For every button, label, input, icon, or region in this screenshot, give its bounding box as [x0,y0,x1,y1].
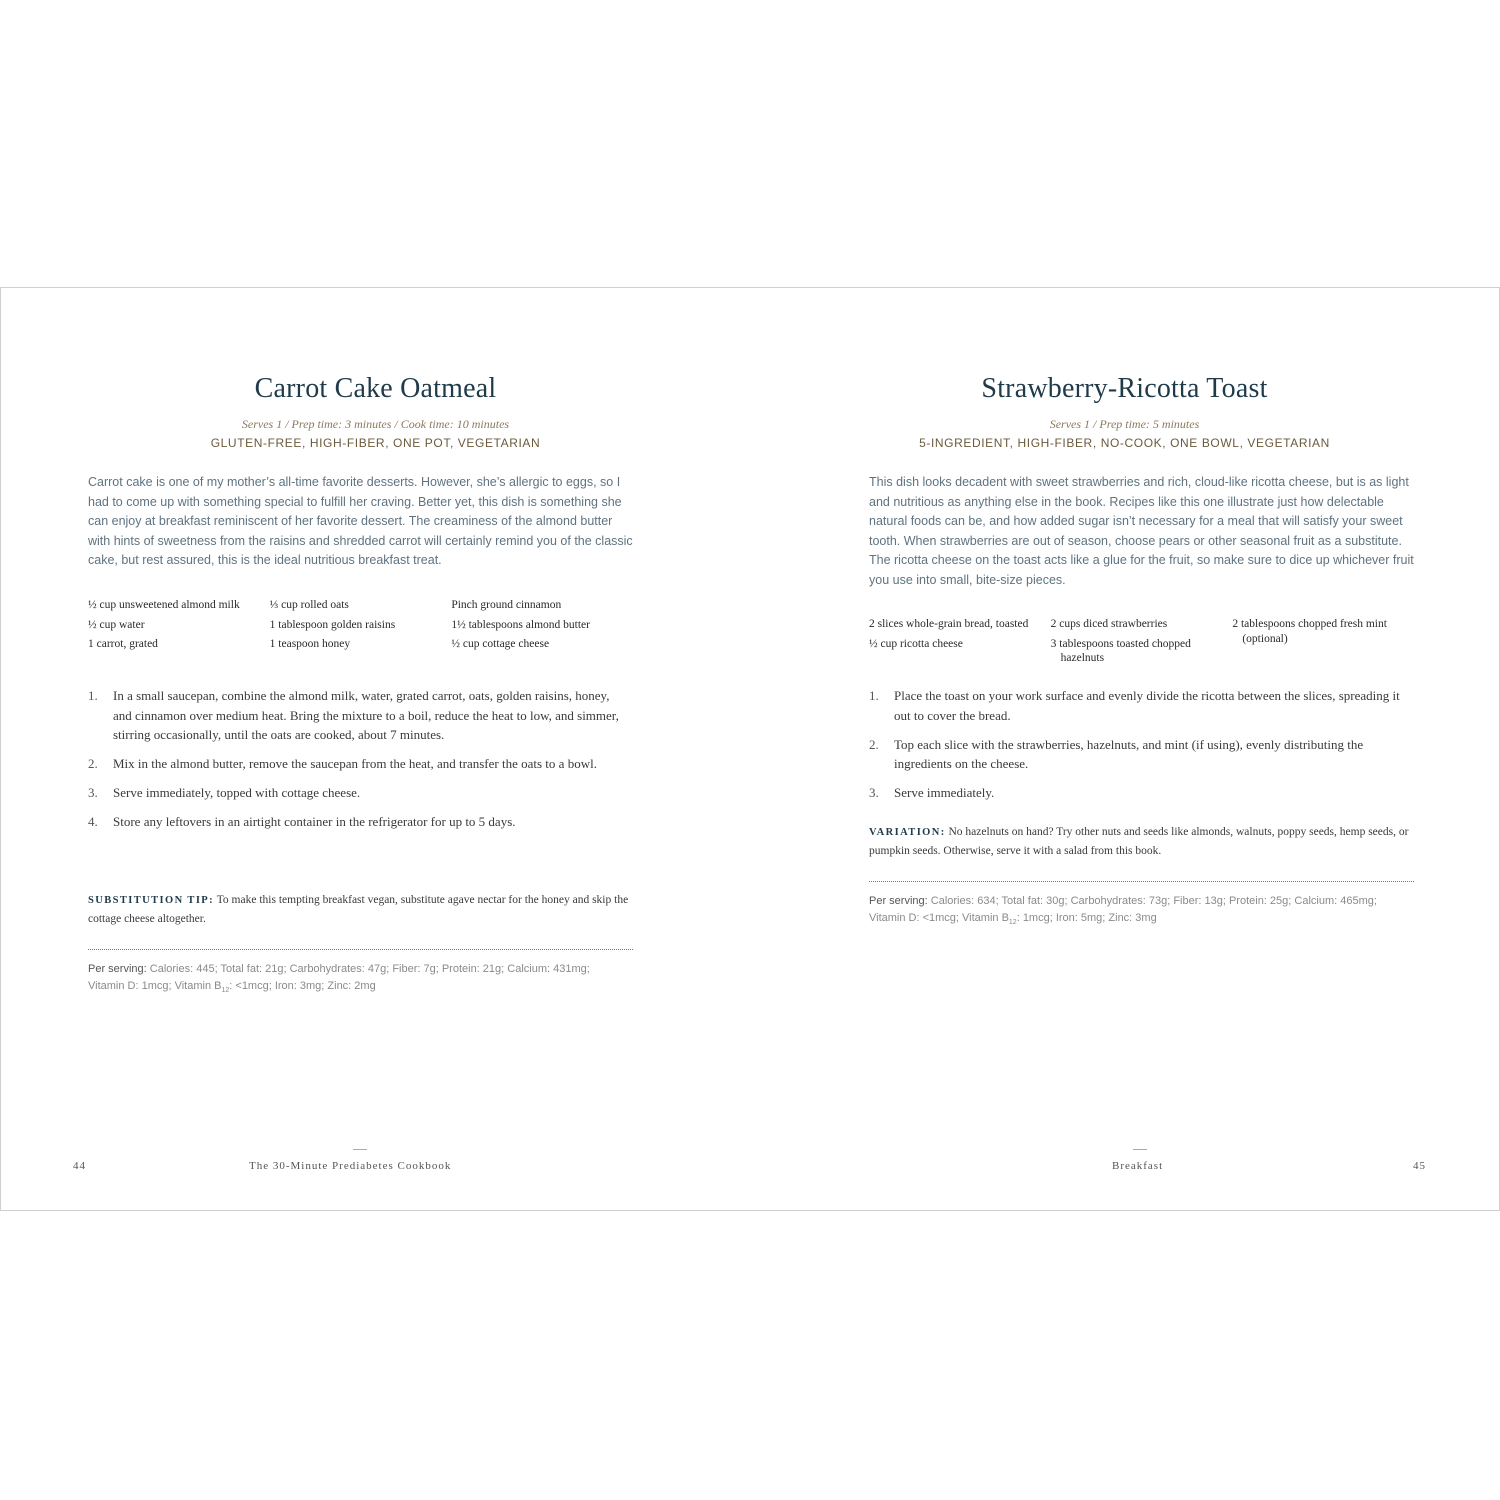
ingredient: Pinch ground cinnamon [451,599,562,611]
step-text: Serve immediately. [894,785,995,800]
step-text: Top each slice with the strawberries, hazelnuts, and mint (if using), evenly distributing the ingredients on the cheese. [894,736,1364,771]
ingredients-column [869,617,1051,671]
ingredient: 1½ tablespoons almond butter [451,618,590,631]
ingredient: 1 tablespoon golden raisins [269,618,396,631]
ingredient: 1 carrot, grated [88,638,158,650]
tip-label: VARIATION: [869,827,946,838]
nutrition-info [869,893,1414,931]
per-serving-label: Per serving: [88,963,147,975]
ingredient: 1 teaspoon honey [269,638,351,650]
step-item [88,754,633,774]
vitamin-subscript: 12 [221,987,230,995]
ingredients-list [869,617,1414,671]
running-head: Breakfast [1112,1160,1164,1172]
ingredient: 2 tablespoons chopped fresh mint (optional) [1232,618,1387,645]
ingredients-column [88,598,270,657]
ingredient: ½ cup unsweetened almond milk [88,599,240,611]
step-item [869,686,1414,725]
nutrition-line-1: Calories: 634; Total fat: 30g; Carbohydrates: 73g; Fiber: 13g; Protein: 25g; Calcium: 465mg; [930,895,1377,907]
step-item [88,783,633,803]
steps-list [869,686,1414,812]
recipe-tags: 5-INGREDIENT, HIGH-FIBER, NO-COOK, ONE BOWL, VEGETARIAN [919,436,1330,450]
nutrition-info [88,961,633,999]
ingredients-column [1051,617,1233,671]
nutrition-line-2: Vitamin D: <1mcg; Vitamin B [869,912,1009,924]
right-page [750,288,1499,1210]
recipe-tags: GLUTEN-FREE, HIGH-FIBER, ONE POT, VEGETARIAN [210,436,541,450]
step-number: 1. [869,688,879,703]
step-text: Serve immediately, topped with cottage cheese. [113,785,361,800]
steps-list [88,686,633,841]
step-number: 2. [869,736,879,752]
variation-tip [869,823,1414,860]
step-text: Mix in the almond butter, remove the saucepan from the heat, and transfer the oats to a bowl. [113,756,597,771]
recipe-meta: Serves 1 / Prep time: 3 minutes / Cook time: 10 minutes [241,417,510,431]
step-item [869,783,1414,803]
recipe-title: Carrot Cake Oatmeal [254,373,497,404]
per-serving-label: Per serving: [869,895,928,907]
step-number: 3. [869,785,879,800]
substitution-tip [88,891,633,928]
nutrition-line-1: Calories: 445; Total fat: 21g; Carbohydrates: 47g; Fiber: 7g; Protein: 21g; Calcium: 431mg; [149,963,590,975]
nutrition-line-2-end: : <1mcg; Iron: 3mg; Zinc: 2mg [229,980,376,992]
ingredients-column [451,598,633,657]
book-spread [0,287,1500,1211]
tip-label: SUBSTITUTION TIP: [88,895,215,906]
ingredient: 3 tablespoons toasted chopped hazelnuts [1050,637,1191,664]
ingredient: ⅓ cup rolled oats [269,599,349,611]
footer-tick [353,1149,367,1150]
ingredients-column [270,598,452,657]
step-number: 4. [88,814,98,829]
ingredients-column [1232,617,1414,671]
dotted-divider [869,881,1414,882]
ingredient: ½ cup water [88,618,145,631]
footer-tick [1133,1149,1147,1150]
step-number: 1. [88,688,98,703]
recipe-intro: Carrot cake is one of my mother’s all-time favorite desserts. However, she’s allergic to eggs, so I had to come up with something special to fulfill her craving. Better yet, this dish is something she can enjoy at breakfast reminiscent of her favorite dessert. The creaminess of the almond butter with hints of sweetness from the raisins and shredded carrot will certainly remind you of the classic cake, but rest assured, this is the ideal nutritious breakfast treat. [88,475,633,567]
page-number: 44 [73,1160,86,1172]
step-item [869,735,1414,774]
nutrition-line-2: Vitamin D: 1mcg; Vitamin B [88,980,222,992]
step-text: In a small saucepan, combine the almond milk, water, grated carrot, oats, golden raisins, honey, and cinnamon over medium heat. Bring the mixture to a boil, reduce the heat to low, and simmer, stirring occasionally, until the oats are cooked, about 7 minutes. [113,688,619,742]
vitamin-subscript: 12 [1008,919,1017,927]
ingredients-list [88,598,633,657]
nutrition-line-2-end: : 1mcg; Iron: 5mg; Zinc: 3mg [1016,912,1157,924]
recipe-title: Strawberry-Ricotta Toast [981,373,1268,404]
step-text: Store any leftovers in an airtight container in the refrigerator for up to 5 days. [113,814,516,829]
dotted-divider [88,949,633,950]
step-item [88,686,633,745]
tip-text: To make this tempting breakfast vegan, substitute agave nectar for the honey and skip the cottage cheese altogether. [88,894,629,925]
step-number: 2. [88,756,98,771]
recipe-meta: Serves 1 / Prep time: 5 minutes [1049,417,1200,431]
ingredient: 2 slices whole-grain bread, toasted [869,618,1029,630]
ingredient: 2 cups diced strawberries [1050,618,1168,630]
step-number: 3. [88,785,98,800]
left-page [1,288,750,1210]
ingredient: ½ cup ricotta cheese [869,637,963,650]
step-text: Place the toast on your work surface and evenly divide the ricotta between the slices, spreading it out to cover the bread. [894,688,1400,723]
page-number: 45 [1413,1160,1426,1172]
recipe-intro: This dish looks decadent with sweet strawberries and rich, cloud-like ricotta cheese, but is as light and nutritious as anything else in the book. Recipes like this one illustrate just how delectable natural foods can be, and how added sugar isn’t necessary for a meal that will satisfy your sweet tooth. When strawberries are out of season, choose pears or other seasonal fruit as a substitute. The ricotta cheese on the toast acts like a glue for the fruit, so make sure to dice up whichever fruit you use into small, bite-size pieces. [869,475,1414,587]
ingredient: ½ cup cottage cheese [451,638,550,650]
tip-text: No hazelnuts on hand? Try other nuts and seeds like almonds, walnuts, poppy seeds, hemp seeds, or pumpkin seeds. Otherwise, serve it with a salad from this book. [869,826,1409,857]
step-item [88,812,633,832]
running-head: The 30-Minute Prediabetes Cookbook [249,1160,452,1172]
